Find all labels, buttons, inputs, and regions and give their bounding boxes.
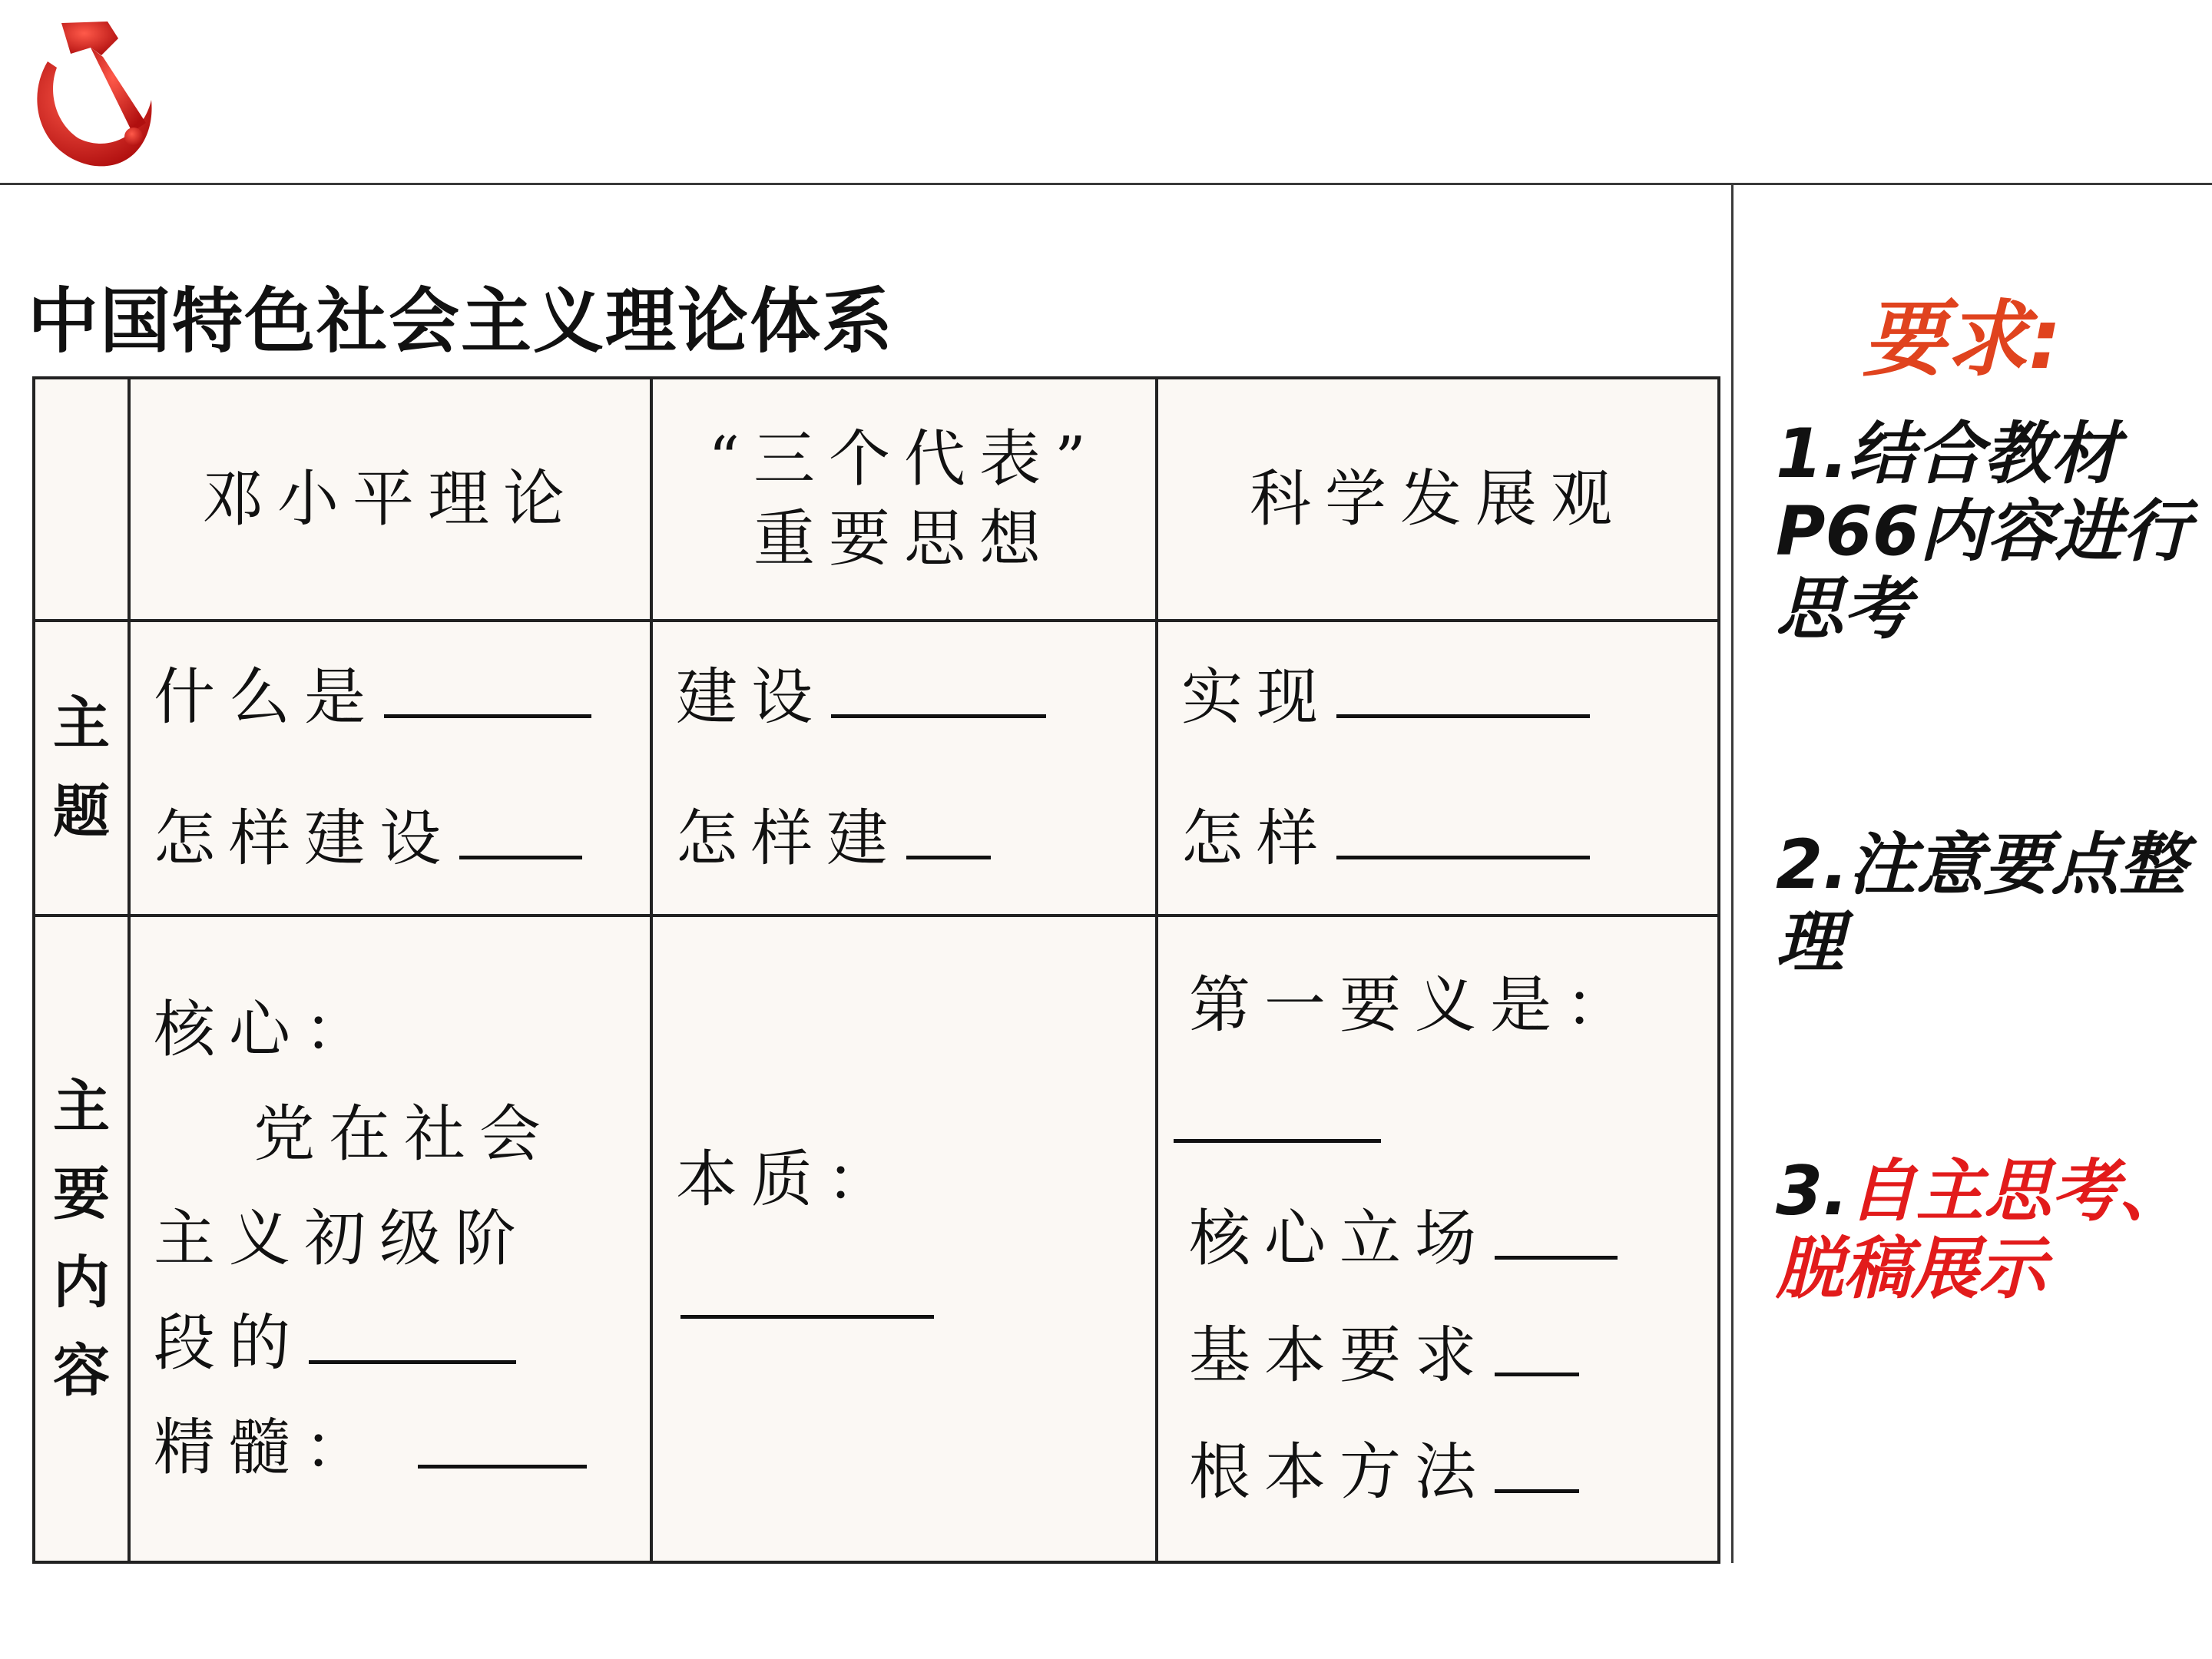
three-theme-2-text: 怎样建 [676,803,902,874]
requirement-1 [1776,415,2206,648]
cell-deng-theme [129,621,651,916]
row-label-char: 容 [53,1337,110,1404]
row-label-theme [34,621,129,916]
deng-line3 [154,1291,650,1396]
sci-core [1189,1181,1717,1297]
fill-blank [680,1266,934,1319]
three-essence-blank [676,1250,1155,1346]
sci-method-text: 根本方法 [1189,1436,1490,1508]
cell-sci-content [1157,916,1719,1562]
fill-blank [384,665,591,718]
row-label-char: 题 [53,779,110,845]
fill-blank [1174,1090,1381,1143]
row-label-char: 主 [53,690,110,757]
row-label-char: 主 [53,1073,110,1140]
three-essence: 本质： [676,1144,902,1215]
deng-theme-2 [154,791,650,886]
fill-blank [1336,665,1590,718]
fill-blank [459,806,582,859]
fill-blank [1336,806,1590,859]
corner-cell [34,378,129,621]
header-three-label-1: “三个代表” [708,423,1100,495]
sci-theme-2-text: 怎样 [1181,803,1332,874]
requirement-2-text: 注意要点整理 [1776,825,2187,982]
header-deng [129,378,651,621]
party-emblem-icon [17,8,159,177]
three-theme-2 [676,791,1155,886]
requirement-1-number: 1. [1776,414,1849,493]
cell-sci-theme [1157,621,1719,916]
row-label-char: 要 [53,1161,110,1228]
header-scientific-label: 科学发展观 [1250,463,1626,535]
sci-first-blank [1189,1064,1717,1181]
deng-essence-text: 精髓： [154,1412,379,1483]
header-scientific [1157,378,1719,621]
deng-line1: 党在社会 [253,1098,555,1170]
theme-row [34,621,1719,916]
deng-essence [154,1396,650,1500]
sci-method [1189,1414,1717,1531]
requirement-3-number: 3. [1776,1151,1849,1230]
fill-blank [831,665,1046,718]
table-header-row [34,378,1719,621]
right-divider [1731,184,1734,1563]
sci-theme-1 [1181,650,1717,745]
fill-blank [418,1416,587,1469]
cell-deng-content [129,916,651,1562]
sci-basic [1189,1297,1717,1414]
sci-theme-1-text: 实现 [1181,661,1332,733]
fill-blank [1495,1323,1579,1376]
deng-theme-1-text: 什么是 [154,661,379,733]
requirement-2-number: 2. [1776,825,1849,904]
sci-basic-text: 基本要求 [1189,1320,1490,1391]
row-label-char: 内 [53,1250,110,1316]
top-rule [0,183,2212,185]
requirement-3 [1776,1152,2206,1307]
fill-blank [1495,1207,1618,1260]
header-deng-label: 邓小平理论 [202,463,578,535]
deng-theme-1 [154,650,650,745]
fill-blank [1495,1440,1579,1493]
cell-three-theme [651,621,1157,916]
deng-line3-text: 段的 [154,1307,304,1379]
row-label-content [34,916,129,1562]
content-row [34,916,1719,1562]
header-three-represents [651,378,1157,621]
fill-blank [309,1311,516,1364]
sci-first: 第一要义是： [1189,969,1641,1041]
sci-theme-2 [1181,791,1717,886]
requirements-title: 要求: [1863,292,2062,388]
fill-blank [906,806,991,859]
requirement-2 [1776,826,2206,981]
deng-core: 核心： [154,994,379,1065]
header-three-label-2: 重要思想 [753,503,1055,575]
three-theme-1 [676,650,1155,745]
theory-table [32,376,1720,1564]
requirement-1-text: 结合教材P66内容进行思考 [1776,414,2190,649]
three-theme-1-text: 建设 [676,661,826,733]
deng-line2: 主义初级阶 [154,1203,530,1274]
sci-core-text: 核心立场 [1189,1203,1490,1274]
requirement-3-text: 自主思考、脱稿展示 [1776,1151,2187,1309]
page-title: 中国特色社会主义理论体系 [28,280,895,363]
cell-three-content [651,916,1157,1562]
deng-theme-2-text: 怎样建设 [154,803,455,874]
